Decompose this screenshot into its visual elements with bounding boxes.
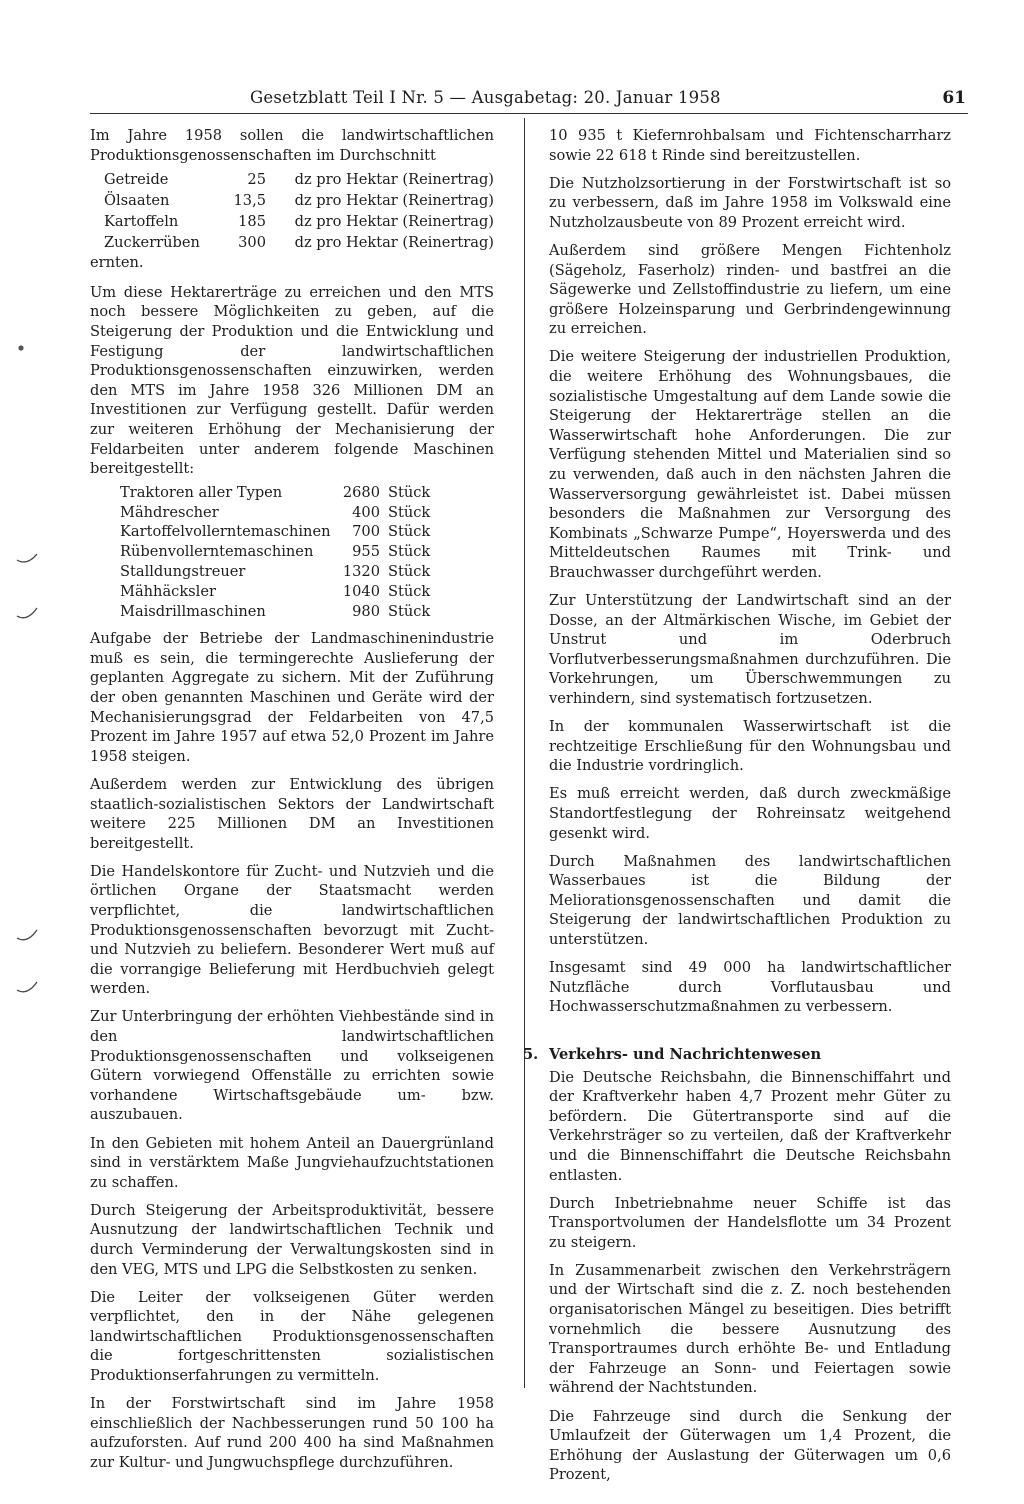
machine-count: 700	[352, 523, 380, 541]
machine-unit: Stück	[388, 503, 431, 521]
machine-unit: Stück	[388, 602, 431, 620]
yield-row	[90, 190, 494, 211]
yield-crop: Kartoffeln	[104, 213, 179, 231]
yield-value: 185	[238, 213, 266, 231]
machine-count: 400	[352, 503, 380, 521]
yield-value: 13,5	[233, 192, 266, 210]
margin-tick	[17, 930, 37, 940]
machine-row	[120, 542, 430, 562]
machine-row	[120, 522, 430, 542]
machine-name: Maisdrillmaschinen	[120, 602, 266, 620]
yield-crop: Ölsaaten	[104, 192, 170, 210]
paragraph: Es muß erreicht werden, daß durch zweckmäßige Standortfestlegung der Rohreinsatz weitgehend gesenkt wird.	[549, 785, 951, 842]
machine-table	[120, 483, 430, 622]
machine-unit: Stück	[388, 543, 431, 561]
column-divider	[524, 118, 525, 1388]
paragraph: Durch Inbetriebnahme neuer Schiffe ist das Transportvolumen der Handelsflotte um 34 Prozent zu steigern.	[549, 1194, 951, 1251]
yield-value: 25	[247, 171, 266, 189]
paragraph: Die Handelskontore für Zucht- und Nutzvieh und die örtlichen Organe der Staatsmacht werden verpflichtet, die landwirtschaftlichen Produktionsgenossenschaften bevorzugt mit Zucht- und Nutzvieh zu beliefern. Besonderer Wert muß auf die vorrangige Belieferung mit Herdbuchvieh gelegt werden.	[90, 862, 494, 998]
paragraph: Die Leiter der volkseigenen Güter werden verpflichtet, den in der Nähe gelegenen landwirtschaftlichen Produktionsgenossenschaften die fortgeschrittensten sozialistischen Produktionserfahrungen zu vermitteln.	[90, 1288, 494, 1385]
paragraph: Die weitere Steigerung der industriellen Produktion, die weitere Erhöhung des Wohnungsbaues, die sozialistische Umgestaltung auf dem Lande sowie die Steigerung der Hektarerträge stellen an die Wasserwirtschaft hohe Anforderungen. Die zur Verfügung stehenden Mittel und Materialien sind so zu verwenden, daß auch in den nächsten Jahren die Wasserversorgung gewährleistet ist. Dabei müssen besonders die Maßnahmen zur Versorgung des Kombinats „Schwarze Pumpe“, Hoyerswerda und des Mitteldeutschen Raumes mit Trink- und Brauchwasser durchgeführt werden.	[549, 348, 951, 581]
machine-name: Mähdrescher	[120, 503, 219, 521]
paragraph: In Zusammenarbeit zwischen den Verkehrsträgern und der Wirtschaft sind die z. Z. noch bestehenden organisatorischen Mängel zu beseitigen. Dies betrifft vornehmlich die bessere Ausnutzung des Transportraumes durch erhöhte Be- und Entladung der Fahrzeuge an Sonn- und Feiertagen sowie während der Nachtstunden.	[549, 1261, 951, 1397]
paragraph: Insgesamt sind 49 000 ha landwirtschaftlicher Nutzfläche durch Vorflutausbau und Hochwasserschutzmaßnahmen zu verbessern.	[549, 959, 951, 1016]
machine-count: 2680	[342, 483, 380, 501]
paragraph: Durch Maßnahmen des landwirtschaftlichen Wasserbaues ist die Bildung der Meliorationsgenossenschaften und damit die Steigerung der landwirtschaftlichen Produktion zu unterstützen.	[549, 852, 951, 949]
yield-crop: Getreide	[104, 171, 169, 189]
yield-unit: dz pro Hektar (Reinertrag)	[294, 192, 494, 210]
section-number: 5.	[523, 1045, 539, 1063]
paragraph: In der kommunalen Wasserwirtschaft ist die rechtzeitige Erschließung für den Wohnungsbau und die Industrie vordringlich.	[549, 718, 951, 775]
paragraph: Um diese Hektarerträge zu erreichen und den MTS noch bessere Möglichkeiten zu geben, auf die Steigerung der Produktion und die Entwicklung und Festigung der landwirtschaftlichen Produktionsgenossenschaften einzuwirken, werden den MTS im Jahre 1958 326 Millionen DM an Investitionen zur Verfügung gestellt. Dafür werden zur weiteren Erhöhung der Mechanisierung der Feldarbeiten unter anderem folgende Maschinen bereitgestellt:	[90, 283, 494, 478]
machine-unit: Stück	[388, 523, 431, 541]
machine-count: 1320	[342, 562, 380, 580]
machine-name: Stalldungstreuer	[120, 562, 246, 580]
paragraph: Zur Unterstützung der Landwirtschaft sind an der Dosse, an der Altmärkischen Wische, im Gebiet der Unstrut und im Oderbruch Vorflutverbesserungsmaßnahmen durchzuführen. Die Vorkehrungen, um Überschwemmungen zu verhindern, sind systematisch fortzusetzen.	[549, 592, 951, 708]
margin-tick	[17, 554, 37, 562]
machine-row	[120, 483, 430, 503]
paragraph: Außerdem sind größere Mengen Fichtenholz (Sägeholz, Faserholz) rinden- und bastfrei an die Sägewerke und Zellstoffindustrie zu liefern, um eine größere Holzeinsparung und Gerbrindengewinnung zu erreichen.	[549, 241, 951, 338]
paragraph: Außerdem werden zur Entwicklung des übrigen staatlich-sozialistischen Sektors der Landwirtschaft weitere 225 Millionen DM an Investitionen bereitgestellt.	[90, 775, 494, 852]
machine-row	[120, 562, 430, 582]
section-title: Verkehrs- und Nachrichtenwesen	[549, 1045, 822, 1063]
machine-unit: Stück	[388, 562, 431, 580]
paragraph: In der Forstwirtschaft sind im Jahre 1958 einschließlich der Nachbesserungen rund 50 100 ha aufzuforsten. Auf rund 200 400 ha sind Maßnahmen zur Kultur- und Jungwuchspflege durchzuführen.	[90, 1395, 494, 1471]
machine-unit: Stück	[388, 582, 431, 600]
margin-dot	[18, 345, 23, 350]
section-heading	[523, 1045, 951, 1065]
left-column	[90, 126, 494, 1481]
machine-unit: Stück	[388, 483, 431, 501]
yield-value: 300	[238, 234, 266, 252]
paragraph: Die Nutzholzsortierung in der Forstwirtschaft ist so zu verbessern, daß im Jahre 1958 im Volkswald eine Nutzholzausbeute von 89 Prozent erreicht wird.	[549, 174, 951, 231]
page-number: 61	[942, 88, 966, 108]
yield-table	[90, 169, 494, 253]
page-header	[90, 88, 968, 112]
paragraph: ernten.	[90, 254, 144, 272]
yield-unit: dz pro Hektar (Reinertrag)	[294, 213, 494, 231]
yield-crop: Zuckerrüben	[104, 234, 200, 252]
margin-tick	[17, 608, 37, 618]
machine-row	[120, 602, 430, 622]
paragraph: Zur Unterbringung der erhöhten Viehbestände sind in den landwirtschaftlichen Produktionsgenossenschaften und volkseigenen Gütern vorwiegend Offenställe zu errichten sowie vorhandene Wirtschaftsgebäude um- bzw. auszubauen.	[90, 1008, 494, 1124]
yield-row	[90, 169, 494, 190]
yield-unit: dz pro Hektar (Reinertrag)	[294, 171, 494, 189]
paragraph: Die Fahrzeuge sind durch die Senkung der Umlaufzeit der Güterwagen um 1,4 Prozent, die Erhöhung der Auslastung der Güterwagen um 0,6 Prozent,	[549, 1407, 951, 1484]
paragraph: Aufgabe der Betriebe der Landmaschinenindustrie muß es sein, die termingerechte Auslieferung der geplanten Aggregate zu sichern. Mit der Zuführung der oben genannten Maschinen und Geräte wird der Mechanisierungsgrad der Feldarbeiten von 47,5 Prozent im Jahre 1957 auf etwa 52,0 Prozent im Jahre 1958 steigen.	[90, 630, 494, 765]
machine-row	[120, 582, 430, 602]
header-rule	[90, 113, 968, 114]
yield-row	[90, 211, 494, 232]
paragraph: In den Gebieten mit hohem Anteil an Dauergrünland sind in verstärktem Maße Jungviehaufzuchtstationen zu schaffen.	[90, 1134, 494, 1191]
yield-unit: dz pro Hektar (Reinertrag)	[294, 234, 494, 252]
margin-tick	[17, 982, 37, 992]
machine-name: Mähhäcksler	[120, 582, 216, 600]
margin-marks	[0, 0, 60, 1504]
paragraph: Im Jahre 1958 sollen die landwirtschaftlichen Produktionsgenossenschaften im Durchschnitt	[90, 127, 494, 164]
machine-count: 955	[352, 543, 380, 561]
paragraph: 10 935 t Kiefernrohbalsam und Fichtenscharrharz sowie 22 618 t Rinde sind bereitzustellen.	[549, 127, 951, 164]
machine-name: Rübenvollerntemaschinen	[120, 543, 314, 561]
paragraph: Durch Steigerung der Arbeitsproduktivität, bessere Ausnutzung der landwirtschaftlichen Technik und durch Verminderung der Verwaltungskosten sind in den VEG, MTS und LPG die Selbstkosten zu senken.	[90, 1201, 494, 1278]
machine-row	[120, 503, 430, 523]
machine-name: Traktoren aller Typen	[120, 483, 283, 501]
yield-row	[90, 232, 494, 253]
machine-name: Kartoffelvollerntemaschinen	[120, 523, 331, 541]
right-column	[523, 126, 951, 1493]
header-title: Gesetzblatt Teil I Nr. 5 — Ausgabetag: 20. Januar 1958	[250, 88, 721, 107]
machine-count: 1040	[342, 582, 380, 600]
paragraph: Die Deutsche Reichsbahn, die Binnenschiffahrt und der Kraftverkehr haben 4,7 Prozent mehr Güter zu befördern. Die Gütertransporte sind auf die Verkehrsträger so zu verteilen, daß der Kraftverkehr und die Binnenschiffahrt die Deutsche Reichsbahn entlasten.	[549, 1068, 951, 1184]
machine-count: 980	[352, 602, 380, 620]
